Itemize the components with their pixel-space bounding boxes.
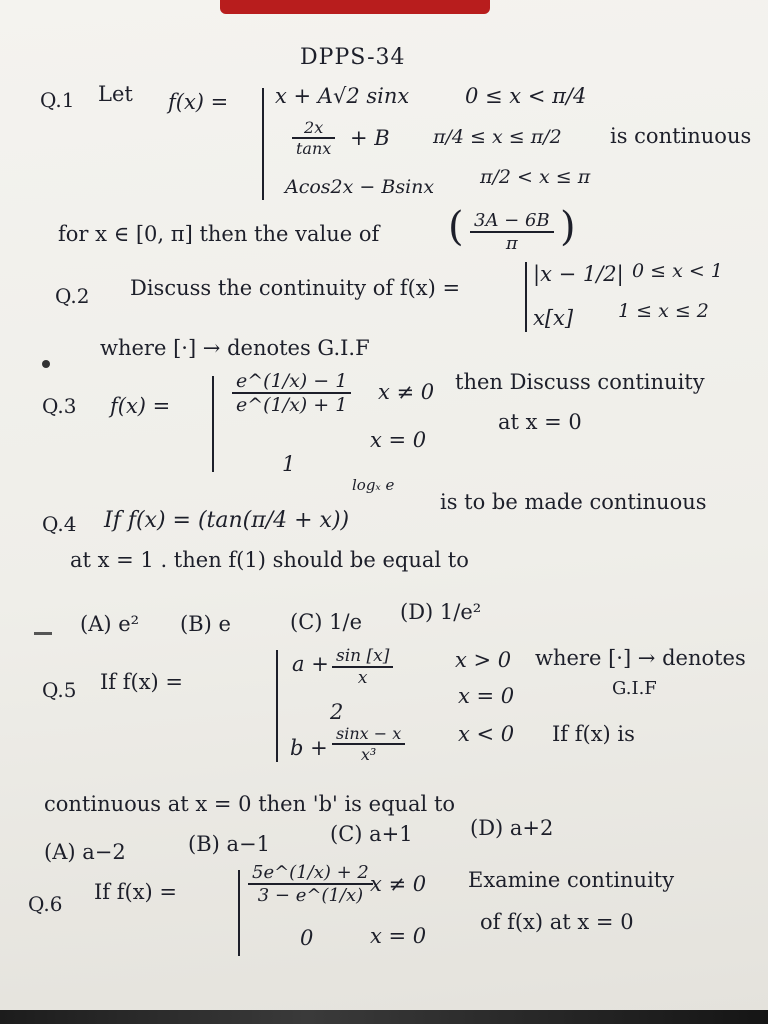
q3-case2-val: 1 — [282, 452, 296, 476]
q4-exponent: logₓ e — [352, 476, 395, 494]
q6-num: 5e^(1/x) + 2 — [248, 862, 373, 885]
q1-right-paren: ) — [560, 204, 576, 250]
q1-case2-den: tanx — [296, 139, 332, 158]
q1-case2-rest: + B — [350, 126, 390, 150]
q3-case2-cond: x = 0 — [370, 428, 427, 452]
q5-case3-den: x³ — [360, 745, 377, 764]
q5-option-c: (C) a+1 — [330, 822, 413, 846]
q1-intro: Let — [98, 82, 133, 106]
page-title: DPPS-34 — [300, 45, 406, 70]
q2-case1-cond: 0 ≤ x < 1 — [632, 260, 723, 282]
q5-tail: If f(x) is — [552, 722, 635, 746]
q4-option-a: (A) e² — [80, 612, 140, 636]
q5-note1: where [·] → denotes — [535, 646, 746, 670]
q5-case1-cond: x > 0 — [455, 648, 512, 672]
q1-tail: is continuous — [610, 124, 752, 148]
q3-case1-cond: x ≠ 0 — [378, 380, 435, 404]
q5-case3-cond: x < 0 — [458, 722, 515, 746]
q4-line2: at x = 1 . then f(1) should be equal to — [70, 548, 469, 572]
q2-case2-expr: x[x] — [533, 306, 574, 330]
q6-case2-cond: x = 0 — [370, 924, 427, 948]
q4-option-b: (B) e — [180, 612, 231, 636]
q1-case2-cond: π/4 ≤ x ≤ π/2 — [433, 126, 562, 148]
q1-case1-expr: x + A√2 sinx — [275, 84, 410, 108]
q1-case2-fraction — [292, 118, 335, 158]
q3-number: Q.3 — [42, 394, 77, 418]
q5-brace — [276, 650, 278, 762]
q2-brace — [525, 262, 527, 332]
q6-case2-val: 0 — [300, 926, 314, 950]
q1-brace — [262, 88, 264, 200]
q3-brace — [212, 376, 214, 472]
q3-num: e^(1/x) − 1 — [232, 370, 351, 394]
q4-tail: is to be made continuous — [440, 490, 707, 514]
q4-text: If f(x) = (tan(π/4 + x)) — [104, 508, 350, 533]
red-clip-strip — [220, 0, 490, 14]
q5-option-a: (A) a−2 — [44, 840, 126, 864]
q3-tail2: at x = 0 — [498, 410, 582, 434]
q1-ans-num: 3A − 6B — [470, 210, 554, 233]
q6-tail2: of f(x) at x = 0 — [480, 910, 634, 934]
q2-text: Discuss the continuity of f(x) = — [130, 276, 461, 300]
dark-bottom-edge — [0, 1010, 768, 1024]
q5-line2: continuous at x = 0 then 'b' is equal to — [44, 792, 456, 816]
q5-fx: If f(x) = — [100, 670, 184, 694]
q5-case2-cond: x = 0 — [458, 684, 515, 708]
q6-case1-cond: x ≠ 0 — [370, 872, 427, 896]
bullet-mark — [42, 360, 50, 368]
q4-option-d: (D) 1/e² — [400, 600, 482, 624]
q1-case3-expr: Acos2x − Bsinx — [285, 176, 435, 198]
q1-ans-den: π — [505, 233, 518, 254]
q5-case1-num: sin [x] — [332, 646, 393, 668]
q2-note: where [·] → denotes G.I.F — [100, 336, 370, 360]
q3-den: e^(1/x) + 1 — [236, 394, 348, 416]
q6-den: 3 − e^(1/x) — [257, 885, 364, 906]
q5-case3-num: sinx − x — [332, 724, 405, 745]
q1-line2: for x ∈ [0, π] then the value of — [58, 222, 380, 246]
q6-number: Q.6 — [28, 892, 63, 916]
dash-mark — [34, 632, 52, 635]
q2-case2-cond: 1 ≤ x ≤ 2 — [618, 300, 709, 322]
q3-fraction — [232, 370, 351, 416]
q1-case3-cond: π/2 < x ≤ π — [480, 166, 591, 188]
q5-option-b: (B) a−1 — [188, 832, 270, 856]
q5-case1-pre: a + — [292, 652, 329, 676]
q1-case2-num: 2x — [292, 118, 335, 139]
q1-left-paren: ( — [448, 204, 464, 250]
q4-number: Q.4 — [42, 512, 77, 536]
q6-brace — [238, 870, 240, 956]
q2-number: Q.2 — [55, 284, 90, 308]
q5-note2: G.I.F — [612, 678, 657, 699]
q4-option-c: (C) 1/e — [290, 610, 362, 634]
q3-fx: f(x) = — [110, 394, 171, 418]
q5-number: Q.5 — [42, 678, 77, 702]
q6-fx: If f(x) = — [94, 880, 178, 904]
q6-tail1: Examine continuity — [468, 868, 675, 892]
q5-case1-fraction — [332, 646, 393, 688]
q5-case2-val: 2 — [330, 700, 344, 724]
q2-case1-expr: |x − 1/2| — [533, 262, 624, 286]
q1-answer-fraction — [470, 210, 554, 254]
q1-fx: f(x) = — [168, 90, 229, 114]
q1-number: Q.1 — [40, 88, 75, 112]
q6-fraction — [248, 862, 373, 906]
q5-option-d: (D) a+2 — [470, 816, 554, 840]
q3-tail1: then Discuss continuity — [455, 370, 705, 394]
q1-case1-cond: 0 ≤ x < π/4 — [465, 84, 587, 108]
q5-case3-fraction — [332, 724, 405, 764]
q5-case3-pre: b + — [290, 736, 328, 760]
q5-case1-den: x — [357, 668, 368, 688]
